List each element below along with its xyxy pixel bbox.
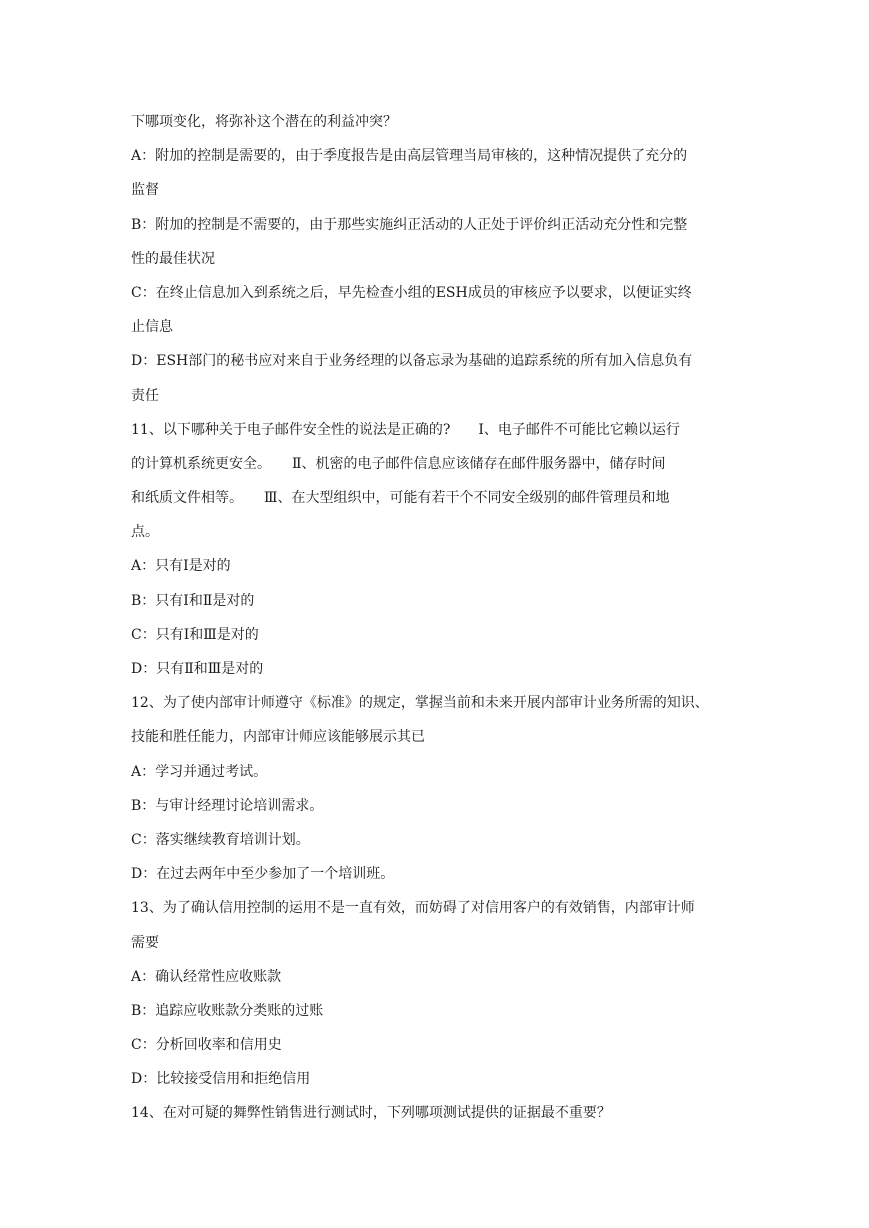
text-line: 监督	[131, 182, 159, 199]
text-line: 性的最佳状况	[131, 250, 215, 267]
option-b-text: B：只有Ⅰ和Ⅱ是对的	[131, 592, 255, 609]
option-b-text: B：追踪应收账款分类账的过账	[131, 1002, 324, 1019]
option-a-text: A：只有Ⅰ是对的	[131, 558, 231, 575]
option-a-text: A：确认经常性应收账款	[131, 968, 282, 985]
text-line: 技能和胜任能力，内部审计师应该能够展示其已	[131, 729, 425, 746]
text-line: 的计算机系统更安全。 Ⅱ、机密的电子邮件信息应该储存在邮件服务器中，储存时间	[131, 455, 666, 472]
question-11-text: 11、以下哪种关于电子邮件安全性的说法是正确的? Ⅰ、电子邮件不可能比它赖以运行	[131, 421, 680, 438]
question-14-text: 14、在对可疑的舞弊性销售进行测试时，下列哪项测试提供的证据最不重要？	[131, 1105, 611, 1122]
option-a-text: A：学习并通过考试。	[131, 763, 268, 780]
option-c-text: C：分析回收率和信用史	[131, 1037, 282, 1054]
text-line: 和纸质文件相等。 Ⅲ、在大型组织中，可能有若干个不同安全级别的邮件管理员和地	[131, 490, 670, 507]
option-b-text: B：附加的控制是不需要的，由于那些实施纠正活动的人正处于评价纠正活动充分性和完整	[131, 216, 688, 233]
option-d-text: D：ESH部门的秘书应对来自于业务经理的以备忘录为基础的追踪系统的所有加入信息负有	[131, 353, 693, 370]
option-d-text: D：只有Ⅱ和Ⅲ是对的	[131, 661, 264, 677]
option-b-text: B：与审计经理讨论培训需求。	[131, 797, 324, 814]
option-d-text: D：在过去两年中至少参加了一个培训班。	[131, 866, 395, 883]
option-c-text: C：落实继续教育培训计划。	[131, 831, 310, 848]
text-line: 止信息	[131, 319, 173, 336]
option-c-text: C：只有Ⅰ和Ⅲ是对的	[131, 626, 259, 643]
text-line: 下哪项变化，将弥补这个潜在的利益冲突？	[131, 114, 397, 130]
document-body	[131, 105, 743, 1131]
question-13-text: 13、为了确认信用控制的运用不是一直有效，而妨碍了对信用客户的有效销售，内部审计师	[131, 900, 695, 917]
option-c-text: C：在终止信息加入到系统之后，早先检查小组的ESH成员的审核应予以要求，以便证实终	[131, 284, 692, 301]
text-line: 责任	[131, 387, 159, 404]
question-12-text: 12、为了使内部审计师遵守《标准》的规定，掌握当前和未来开展内部审计业务所需的知识、	[131, 695, 709, 712]
option-a-text: A：附加的控制是需要的，由于季度报告是由高层管理当局审核的，这种情况提供了充分的	[131, 148, 688, 165]
text-line: 需要	[131, 934, 159, 951]
text-line: 点。	[131, 524, 159, 541]
option-d-text: D：比较接受信用和拒绝信用	[131, 1071, 311, 1088]
